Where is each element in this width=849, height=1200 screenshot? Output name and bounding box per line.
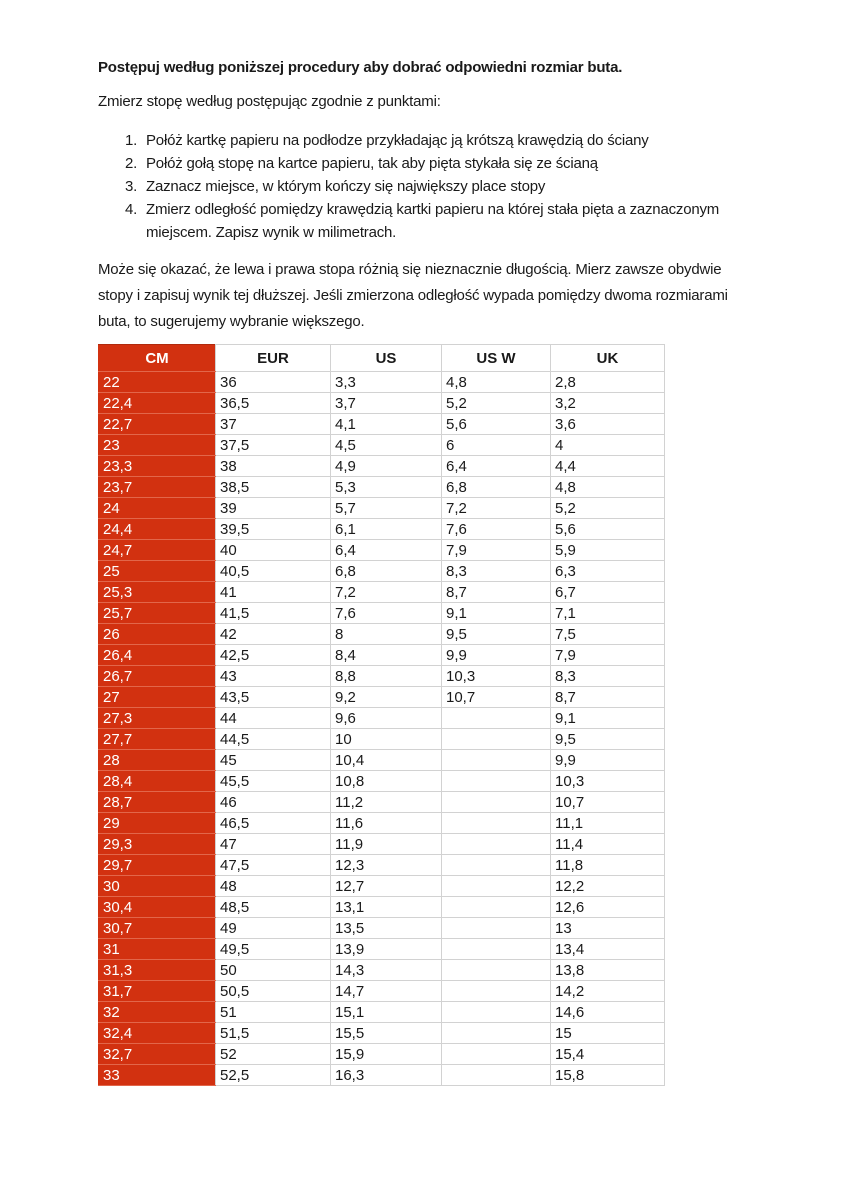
cm-cell: 31,7 xyxy=(99,981,216,1002)
size-cell: 15 xyxy=(551,1023,665,1044)
table-row xyxy=(99,750,665,771)
size-cell: 37,5 xyxy=(216,435,331,456)
cm-cell: 26,4 xyxy=(99,645,216,666)
size-cell: 5,6 xyxy=(551,519,665,540)
size-cell: 12,7 xyxy=(331,876,442,897)
size-cell: 47 xyxy=(216,834,331,855)
size-cell: 42,5 xyxy=(216,645,331,666)
size-cell: 38 xyxy=(216,456,331,477)
size-cell: 9,5 xyxy=(442,624,551,645)
cm-cell: 25,7 xyxy=(99,603,216,624)
size-cell: 10,3 xyxy=(442,666,551,687)
size-cell: 41 xyxy=(216,582,331,603)
cm-cell: 22,7 xyxy=(99,414,216,435)
size-cell: 16,3 xyxy=(331,1065,442,1086)
size-cell: 9,1 xyxy=(442,603,551,624)
table-row xyxy=(99,624,665,645)
step-item-4: Zmierz odległość pomiędzy krawędzią kartki papieru na której stała pięta a zaznaczonym miejscem. Zapisz wynik w milimetrach. xyxy=(146,201,720,241)
size-cell: 5,7 xyxy=(331,498,442,519)
table-row xyxy=(99,582,665,603)
cm-cell: 30 xyxy=(99,876,216,897)
size-cell: 43,5 xyxy=(216,687,331,708)
table-row xyxy=(99,939,665,960)
size-cell xyxy=(442,771,551,792)
size-cell: 9,9 xyxy=(551,750,665,771)
size-cell: 5,9 xyxy=(551,540,665,561)
table-row xyxy=(99,435,665,456)
size-cell: 5,6 xyxy=(442,414,551,435)
size-cell: 6,8 xyxy=(331,561,442,582)
size-cell: 36,5 xyxy=(216,393,331,414)
size-cell: 49,5 xyxy=(216,939,331,960)
table-row xyxy=(99,519,665,540)
size-cell: 13 xyxy=(551,918,665,939)
table-row xyxy=(99,918,665,939)
size-cell: 7,6 xyxy=(442,519,551,540)
table-row xyxy=(99,1044,665,1065)
size-cell: 14,7 xyxy=(331,981,442,1002)
cm-cell: 32 xyxy=(99,1002,216,1023)
table-row xyxy=(99,666,665,687)
size-cell: 7,1 xyxy=(551,603,665,624)
cm-cell: 26 xyxy=(99,624,216,645)
size-cell: 11,8 xyxy=(551,855,665,876)
table-row xyxy=(99,477,665,498)
size-cell: 4,8 xyxy=(551,477,665,498)
table-row xyxy=(99,1002,665,1023)
size-cell: 15,1 xyxy=(331,1002,442,1023)
size-cell: 39 xyxy=(216,498,331,519)
size-table-body xyxy=(99,372,665,1086)
size-cell: 10,4 xyxy=(331,750,442,771)
size-cell: 51 xyxy=(216,1002,331,1023)
cm-cell: 27,3 xyxy=(99,708,216,729)
size-cell: 36 xyxy=(216,372,331,393)
cm-cell: 33 xyxy=(99,1065,216,1086)
table-row xyxy=(99,687,665,708)
size-cell: 13,5 xyxy=(331,918,442,939)
size-cell: 11,9 xyxy=(331,834,442,855)
size-cell: 49 xyxy=(216,918,331,939)
table-row xyxy=(99,456,665,477)
cm-cell: 32,4 xyxy=(99,1023,216,1044)
header-cell-us: US xyxy=(331,345,442,372)
size-cell: 15,5 xyxy=(331,1023,442,1044)
cm-cell: 24,7 xyxy=(99,540,216,561)
size-cell: 9,2 xyxy=(331,687,442,708)
note-paragraph: Może się okazać, że lewa i prawa stopa różnią się nieznacznie długością. Mierz zawsze obydwie stopy i zapisuj wynik tej dłuższej. Jeśli zmierzona odległość wypada pomiędzy dwoma rozmiarami buta, to sugerujemy wybranie większego. xyxy=(98,261,728,330)
size-cell: 7,2 xyxy=(331,582,442,603)
cm-cell: 25,3 xyxy=(99,582,216,603)
size-cell: 4,8 xyxy=(442,372,551,393)
size-cell: 6,4 xyxy=(331,540,442,561)
cm-cell: 28,7 xyxy=(99,792,216,813)
size-cell xyxy=(442,792,551,813)
size-cell: 3,3 xyxy=(331,372,442,393)
cm-cell: 26,7 xyxy=(99,666,216,687)
size-cell: 6,8 xyxy=(442,477,551,498)
step-item-2: Połóż gołą stopę na kartce papieru, tak aby pięta stykała się ze ścianą xyxy=(146,155,598,172)
table-row xyxy=(99,729,665,750)
size-cell: 8,4 xyxy=(331,645,442,666)
cm-cell: 24,4 xyxy=(99,519,216,540)
size-cell: 50 xyxy=(216,960,331,981)
size-cell: 6,1 xyxy=(331,519,442,540)
size-cell: 2,8 xyxy=(551,372,665,393)
size-cell xyxy=(442,981,551,1002)
size-cell: 9,5 xyxy=(551,729,665,750)
size-cell: 8,3 xyxy=(442,561,551,582)
size-cell: 7,9 xyxy=(442,540,551,561)
table-row xyxy=(99,960,665,981)
table-row xyxy=(99,897,665,918)
size-cell: 45 xyxy=(216,750,331,771)
table-row xyxy=(99,771,665,792)
header-cell-cm: CM xyxy=(99,345,216,372)
size-cell: 10,7 xyxy=(442,687,551,708)
size-cell xyxy=(442,876,551,897)
size-cell: 6,7 xyxy=(551,582,665,603)
size-cell: 7,9 xyxy=(551,645,665,666)
table-row xyxy=(99,792,665,813)
cm-cell: 27,7 xyxy=(99,729,216,750)
size-cell: 39,5 xyxy=(216,519,331,540)
size-cell xyxy=(442,939,551,960)
size-cell: 7,6 xyxy=(331,603,442,624)
size-cell: 4,9 xyxy=(331,456,442,477)
size-cell xyxy=(442,1023,551,1044)
table-row xyxy=(99,498,665,519)
size-cell: 3,2 xyxy=(551,393,665,414)
size-cell: 52,5 xyxy=(216,1065,331,1086)
table-row xyxy=(99,414,665,435)
size-cell: 11,2 xyxy=(331,792,442,813)
step-item-1: Połóż kartkę papieru na podłodze przykładając ją krótszą krawędzią do ściany xyxy=(146,132,649,149)
size-cell xyxy=(442,750,551,771)
size-cell: 8,7 xyxy=(442,582,551,603)
size-cell: 15,8 xyxy=(551,1065,665,1086)
cm-cell: 22 xyxy=(99,372,216,393)
table-row xyxy=(99,855,665,876)
size-cell: 46 xyxy=(216,792,331,813)
size-cell: 12,3 xyxy=(331,855,442,876)
table-row xyxy=(99,813,665,834)
size-cell: 8,7 xyxy=(551,687,665,708)
header-cell-usw: US W xyxy=(442,345,551,372)
cm-cell: 29,7 xyxy=(99,855,216,876)
shoe-size-table xyxy=(98,344,665,1086)
table-row xyxy=(99,981,665,1002)
size-cell: 4 xyxy=(551,435,665,456)
size-cell xyxy=(442,855,551,876)
cm-cell: 23,7 xyxy=(99,477,216,498)
cm-cell: 25 xyxy=(99,561,216,582)
cm-cell: 27 xyxy=(99,687,216,708)
table-row xyxy=(99,834,665,855)
cm-cell: 23 xyxy=(99,435,216,456)
size-cell: 48,5 xyxy=(216,897,331,918)
size-cell: 11,6 xyxy=(331,813,442,834)
size-cell: 4,1 xyxy=(331,414,442,435)
size-cell: 44,5 xyxy=(216,729,331,750)
size-cell: 8 xyxy=(331,624,442,645)
table-row xyxy=(99,1023,665,1044)
size-cell: 47,5 xyxy=(216,855,331,876)
cm-cell: 24 xyxy=(99,498,216,519)
size-cell: 5,2 xyxy=(442,393,551,414)
measurement-steps-list xyxy=(98,129,757,244)
cm-cell: 32,7 xyxy=(99,1044,216,1065)
cm-cell: 29 xyxy=(99,813,216,834)
size-cell: 7,2 xyxy=(442,498,551,519)
size-cell: 4,4 xyxy=(551,456,665,477)
size-cell: 15,4 xyxy=(551,1044,665,1065)
cm-cell: 29,3 xyxy=(99,834,216,855)
size-cell: 52 xyxy=(216,1044,331,1065)
size-cell: 11,4 xyxy=(551,834,665,855)
size-cell xyxy=(442,897,551,918)
size-cell: 51,5 xyxy=(216,1023,331,1044)
size-cell xyxy=(442,1002,551,1023)
table-row xyxy=(99,540,665,561)
size-cell xyxy=(442,918,551,939)
table-row xyxy=(99,393,665,414)
size-cell: 9,6 xyxy=(331,708,442,729)
size-cell: 10,7 xyxy=(551,792,665,813)
size-cell: 10 xyxy=(331,729,442,750)
size-cell: 12,6 xyxy=(551,897,665,918)
size-cell: 5,3 xyxy=(331,477,442,498)
size-cell: 12,2 xyxy=(551,876,665,897)
size-cell xyxy=(442,729,551,750)
size-cell: 45,5 xyxy=(216,771,331,792)
size-cell: 48 xyxy=(216,876,331,897)
cm-cell: 28,4 xyxy=(99,771,216,792)
size-cell xyxy=(442,834,551,855)
size-cell: 37 xyxy=(216,414,331,435)
header-cell-eur: EUR xyxy=(216,345,331,372)
size-cell: 9,9 xyxy=(442,645,551,666)
size-cell: 42 xyxy=(216,624,331,645)
cm-cell: 22,4 xyxy=(99,393,216,414)
header-cell-uk: UK xyxy=(551,345,665,372)
size-cell: 15,9 xyxy=(331,1044,442,1065)
size-cell: 50,5 xyxy=(216,981,331,1002)
cm-cell: 30,4 xyxy=(99,897,216,918)
size-cell: 6 xyxy=(442,435,551,456)
size-cell: 6,3 xyxy=(551,561,665,582)
table-row xyxy=(99,603,665,624)
size-cell: 13,1 xyxy=(331,897,442,918)
size-cell: 13,8 xyxy=(551,960,665,981)
size-cell: 38,5 xyxy=(216,477,331,498)
cm-cell: 30,7 xyxy=(99,918,216,939)
size-cell xyxy=(442,708,551,729)
size-cell: 14,2 xyxy=(551,981,665,1002)
size-cell: 8,8 xyxy=(331,666,442,687)
cm-cell: 23,3 xyxy=(99,456,216,477)
size-cell: 11,1 xyxy=(551,813,665,834)
size-cell: 13,4 xyxy=(551,939,665,960)
size-cell: 3,6 xyxy=(551,414,665,435)
table-header-row xyxy=(99,345,665,372)
size-cell xyxy=(442,813,551,834)
size-cell: 4,5 xyxy=(331,435,442,456)
cm-cell: 31,3 xyxy=(99,960,216,981)
table-row xyxy=(99,708,665,729)
size-cell: 9,1 xyxy=(551,708,665,729)
size-cell: 8,3 xyxy=(551,666,665,687)
size-cell xyxy=(442,1044,551,1065)
size-cell: 14,6 xyxy=(551,1002,665,1023)
step-item-3: Zaznacz miejsce, w którym kończy się największy place stopy xyxy=(146,178,546,195)
size-cell: 44 xyxy=(216,708,331,729)
size-cell: 5,2 xyxy=(551,498,665,519)
size-cell: 14,3 xyxy=(331,960,442,981)
size-cell: 46,5 xyxy=(216,813,331,834)
document-title: Postępuj według poniższej procedury aby dobrać odpowiedni rozmiar buta. xyxy=(98,59,623,76)
table-row xyxy=(99,645,665,666)
table-row xyxy=(99,561,665,582)
intro-paragraph: Zmierz stopę według postępując zgodnie z punktami: xyxy=(98,93,441,110)
size-cell: 43 xyxy=(216,666,331,687)
size-cell: 3,7 xyxy=(331,393,442,414)
size-cell: 10,3 xyxy=(551,771,665,792)
table-row xyxy=(99,372,665,393)
table-row xyxy=(99,1065,665,1086)
size-cell: 40,5 xyxy=(216,561,331,582)
table-row xyxy=(99,876,665,897)
size-cell: 10,8 xyxy=(331,771,442,792)
size-cell: 13,9 xyxy=(331,939,442,960)
size-cell xyxy=(442,960,551,981)
size-cell: 41,5 xyxy=(216,603,331,624)
size-cell: 40 xyxy=(216,540,331,561)
size-cell: 6,4 xyxy=(442,456,551,477)
size-cell xyxy=(442,1065,551,1086)
cm-cell: 31 xyxy=(99,939,216,960)
cm-cell: 28 xyxy=(99,750,216,771)
size-cell: 7,5 xyxy=(551,624,665,645)
